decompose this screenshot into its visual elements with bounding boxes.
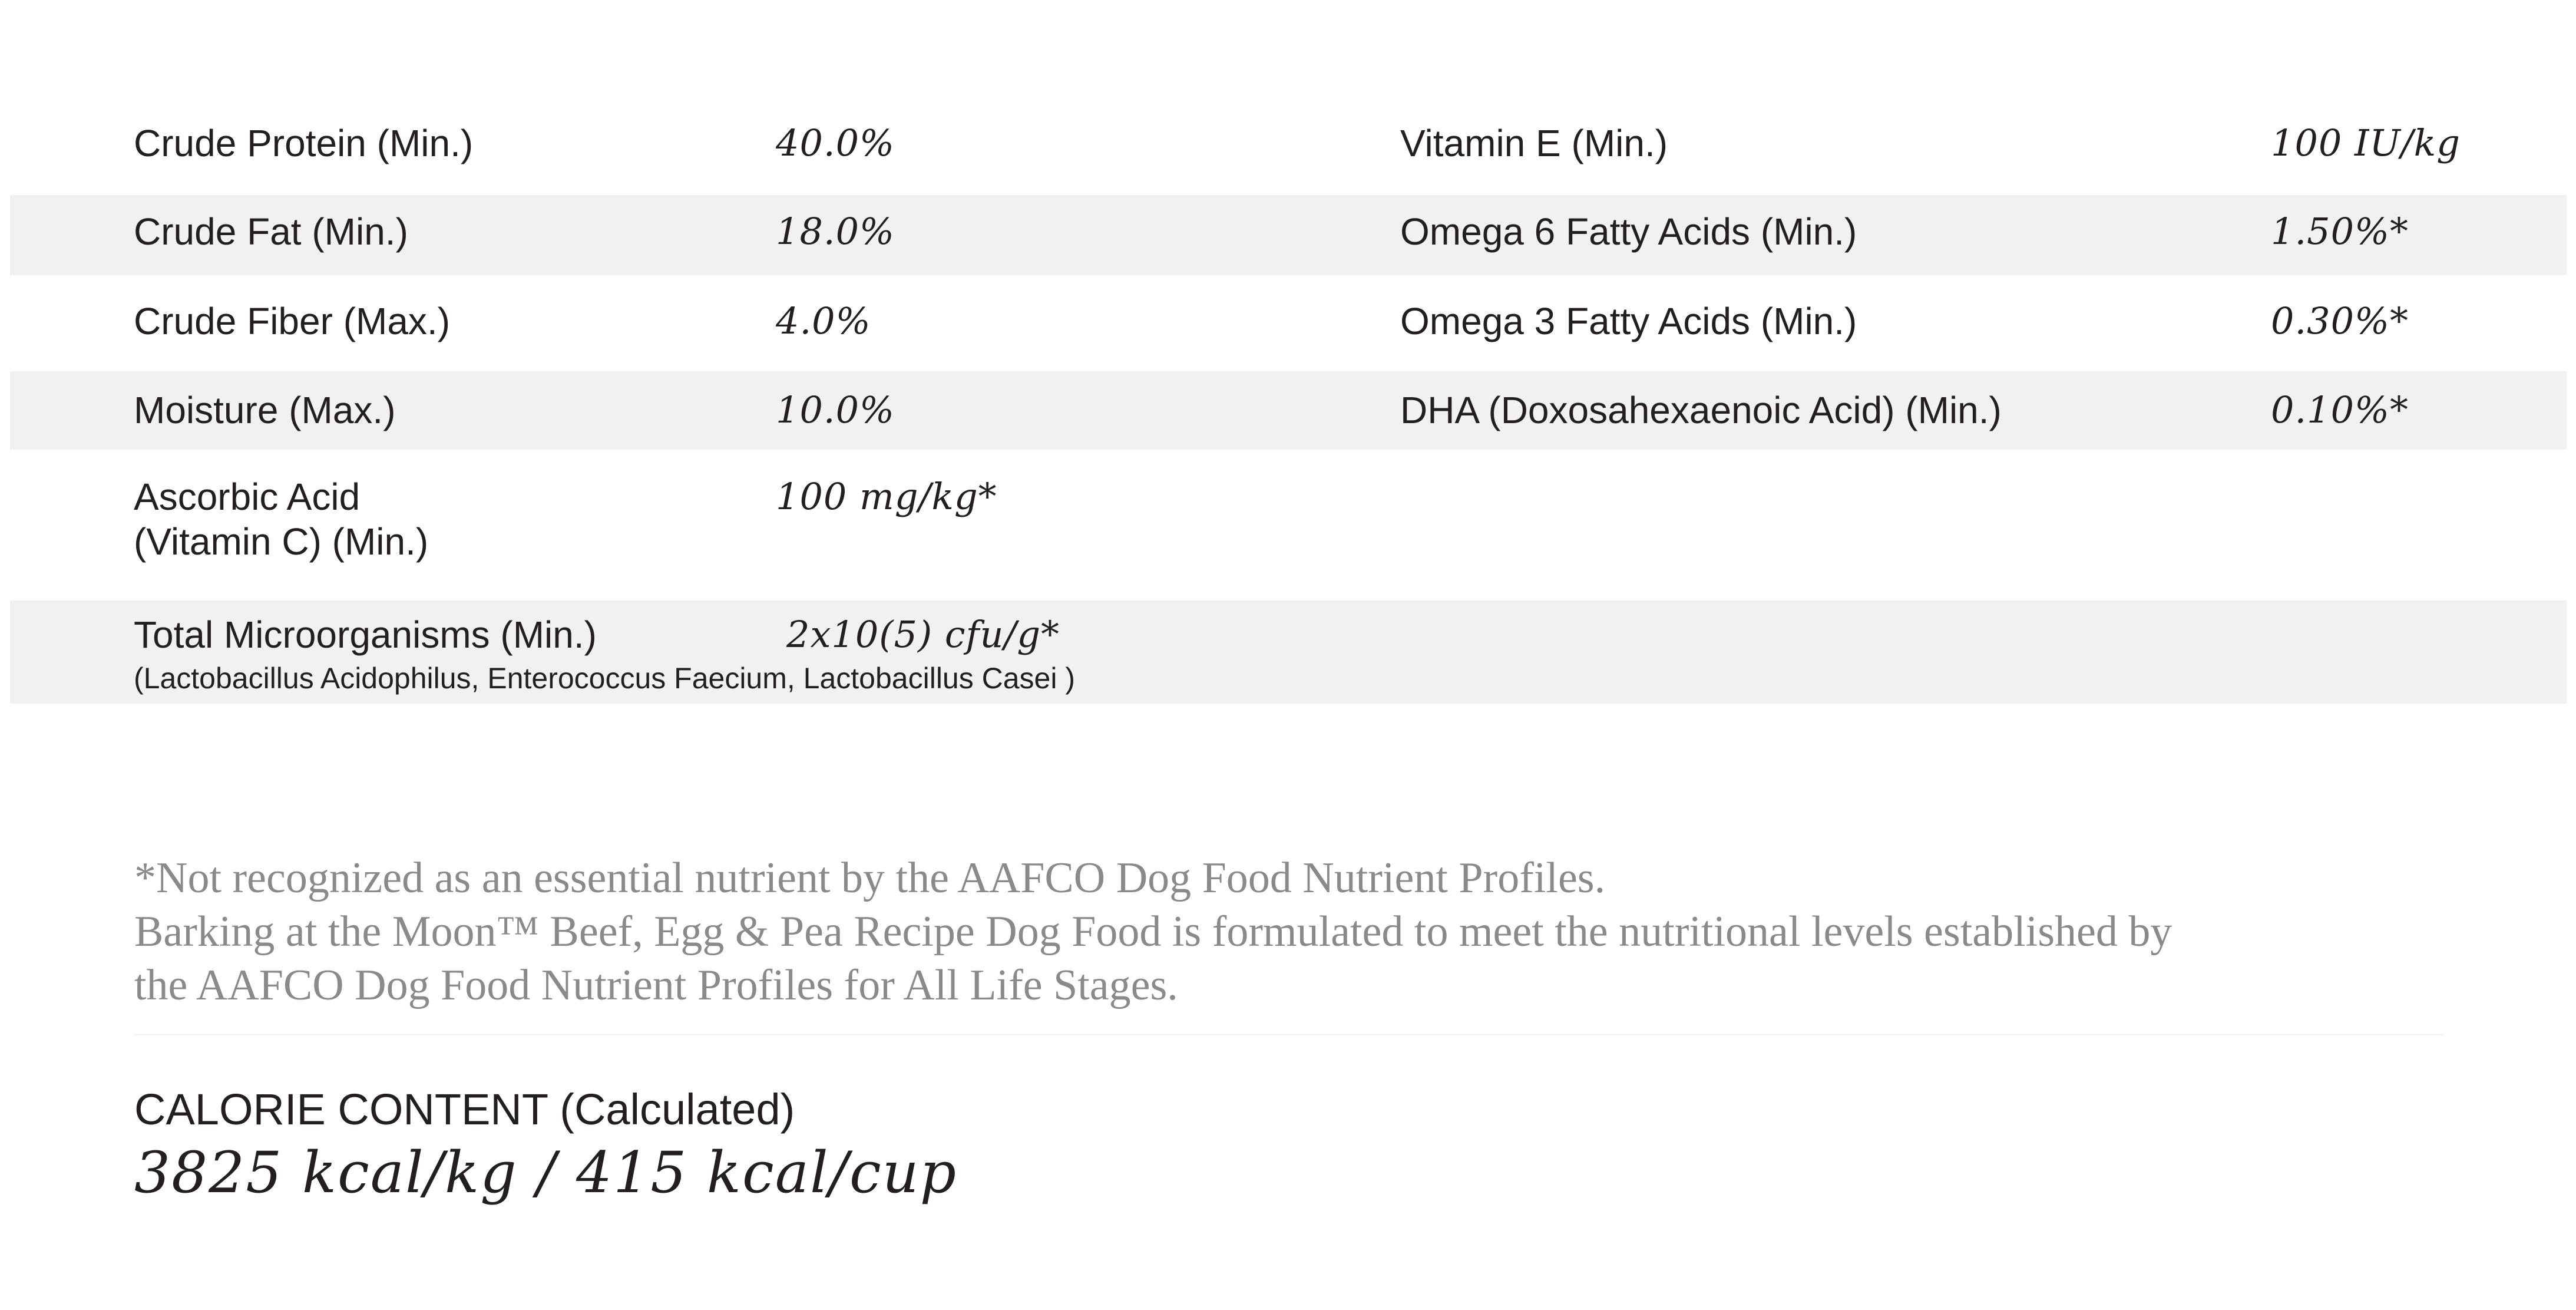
analysis-row [10,450,2567,600]
analysis-row [10,371,2567,450]
nutrient-value: 100 mg/kg* [776,475,997,518]
microorganism-strains-note: (Lactobacillus Acidophilus, Enterococcus Faecium, Lactobacillus Casei ) [134,662,1075,695]
footnote-asterisk: *Not recognized as an essential nutrient by the AAFCO Dog Food Nutrient Profiles. [134,854,1606,902]
analysis-row [10,195,2567,275]
divider [134,1034,2443,1035]
nutrient-label-line1: Ascorbic Acid [134,476,361,518]
footnotes [134,852,2432,1012]
analysis-row [10,115,2567,195]
nutrient-label: Moisture (Max.) [134,389,396,431]
nutrient-value: 0.30%* [2271,299,2409,342]
calorie-content-value: 3825 kcal/kg / 415 kcal/cup [134,1140,958,1206]
nutrient-label: Omega 3 Fatty Acids (Min.) [1400,300,1857,342]
nutrient-value: 100 IU/kg [2271,121,2461,164]
nutrient-value: 18.0% [776,210,895,253]
calorie-content-heading: CALORIE CONTENT (Calculated) [134,1085,795,1134]
nutrient-value: 2x10(5) cfu/g* [786,613,1060,656]
nutrient-label: Crude Fat (Min.) [134,210,408,253]
nutrient-value: 1.50%* [2271,210,2409,253]
nutrient-label: Total Microorganisms (Min.) [134,613,597,656]
nutrient-label: Omega 6 Fatty Acids (Min.) [1400,210,1857,253]
analysis-row [10,600,2567,704]
nutrient-label: Crude Protein (Min.) [134,122,474,164]
nutrient-label-line2: (Vitamin C) (Min.) [134,520,429,563]
nutrient-label: Crude Fiber (Max.) [134,300,450,342]
nutrient-label: DHA (Doxosahexaenoic Acid) (Min.) [1400,389,2002,431]
nutrient-value: 40.0% [776,121,895,164]
nutrient-value: 0.10%* [2271,388,2409,431]
nutrient-label: Vitamin E (Min.) [1400,122,1668,164]
nutrient-value: 4.0% [776,299,871,342]
nutrient-value: 10.0% [776,388,895,431]
aafco-statement-line1: Barking at the Moon™ Beef, Egg & Pea Recipe Dog Food is formulated to meet the nutritional levels established by [134,908,2172,956]
aafco-statement-line2: the AAFCO Dog Food Nutrient Profiles for All Life Stages. [134,961,1178,1009]
analysis-row [10,275,2567,371]
